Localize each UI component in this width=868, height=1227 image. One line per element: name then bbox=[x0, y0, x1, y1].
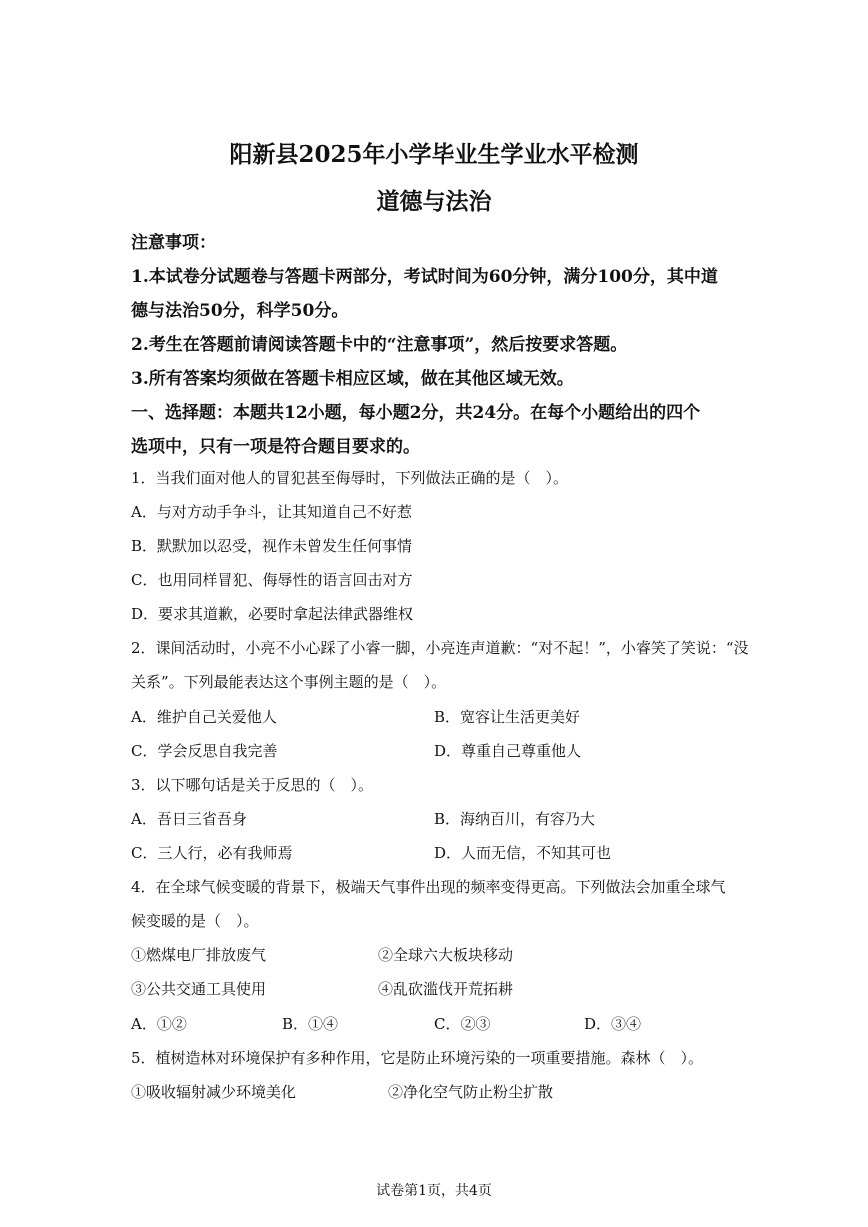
question-4-option-b: B．①④ bbox=[282, 1015, 339, 1033]
question-3-option-d: D．人而无信，不知其可也 bbox=[434, 844, 612, 862]
section-heading-line-1: 一、选择题：本题共12小题，每小题2分，共24分。在每个小题给出的四个 bbox=[131, 403, 701, 423]
exam-title: 阳新县2025年小学毕业生学业水平检测 bbox=[229, 141, 639, 168]
question-4-statement-1: ①燃煤电厂排放废气 bbox=[131, 946, 267, 964]
question-2-option-b: B．宽容让生活更美好 bbox=[434, 708, 581, 726]
section-heading-line-2: 选项中，只有一项是符合题目要求的。 bbox=[131, 437, 420, 457]
question-5-statement-1: ①吸收辐射减少环境美化 bbox=[131, 1083, 297, 1101]
question-4-statement-4: ④乱砍滥伐开荒拓耕 bbox=[378, 980, 514, 998]
question-2-option-a: A．维护自己关爱他人 bbox=[131, 708, 277, 726]
question-5-stem: 5．植树造林对环境保护有多种作用，它是防止环境污染的一项重要措施。森林（ ）。 bbox=[131, 1049, 704, 1067]
question-3-option-a: A．吾日三省吾身 bbox=[131, 810, 247, 828]
question-4-statement-3: ③公共交通工具使用 bbox=[131, 980, 267, 998]
question-4-stem-line-1: 4．在全球气候变暖的背景下，极端天气事件出现的频率变得更高。下列做法会加重全球气 bbox=[131, 878, 726, 896]
question-1-stem: 1．当我们面对他人的冒犯甚至侮辱时，下列做法正确的是（ ）。 bbox=[131, 469, 569, 487]
question-1-option-c: C．也用同样冒犯、侮辱性的语言回击对方 bbox=[131, 571, 413, 589]
question-4-stem-line-2: 候变暖的是（ ）。 bbox=[131, 912, 259, 930]
question-2-option-c: C．学会反思自我完善 bbox=[131, 742, 278, 760]
question-2-option-d: D．尊重自己尊重他人 bbox=[434, 742, 582, 760]
page-footer: 试卷第1页，共4页 bbox=[376, 1183, 492, 1199]
notice-item-1-line-2: 德与法治50分，科学50分。 bbox=[131, 301, 349, 321]
question-3-option-c: C．三人行，必有我师焉 bbox=[131, 844, 293, 862]
question-2-stem-line-2: 关系”。下列最能表达这个事例主题的是（ ）。 bbox=[131, 673, 447, 691]
question-1-option-d: D．要求其道歉，必要时拿起法律武器维权 bbox=[131, 605, 414, 623]
question-1-option-a: A．与对方动手争斗，让其知道自己不好惹 bbox=[131, 503, 412, 521]
question-1-option-b: B．默默加以忍受，视作未曾发生任何事情 bbox=[131, 537, 413, 555]
question-5-statement-2: ②净化空气防止粉尘扩散 bbox=[388, 1083, 554, 1101]
question-4-option-c: C．②③ bbox=[434, 1015, 491, 1033]
question-3-stem: 3．以下哪句话是关于反思的（ ）。 bbox=[131, 776, 374, 794]
notice-heading: 注意事项： bbox=[131, 233, 216, 253]
question-4-option-a: A．①② bbox=[131, 1015, 187, 1033]
question-4-statement-2: ②全球六大板块移动 bbox=[378, 946, 514, 964]
question-3-option-b: B．海纳百川，有容乃大 bbox=[434, 810, 596, 828]
notice-item-3: 3.所有答案均须做在答题卡相应区域，做在其他区域无效。 bbox=[131, 369, 574, 389]
notice-item-1-line-1: 1.本试卷分试题卷与答题卡两部分，考试时间为60分钟，满分100分，其中道 bbox=[131, 267, 718, 287]
question-2-stem-line-1: 2．课间活动时，小亮不小心踩了小睿一脚，小亮连声道歉：“对不起！”，小睿笑了笑说：“没 bbox=[131, 639, 749, 657]
exam-subject: 道德与法治 bbox=[376, 188, 492, 215]
question-4-option-d: D．③④ bbox=[584, 1015, 642, 1033]
notice-item-2: 2.考生在答题前请阅读答题卡中的“注意事项”，然后按要求答题。 bbox=[131, 335, 628, 355]
